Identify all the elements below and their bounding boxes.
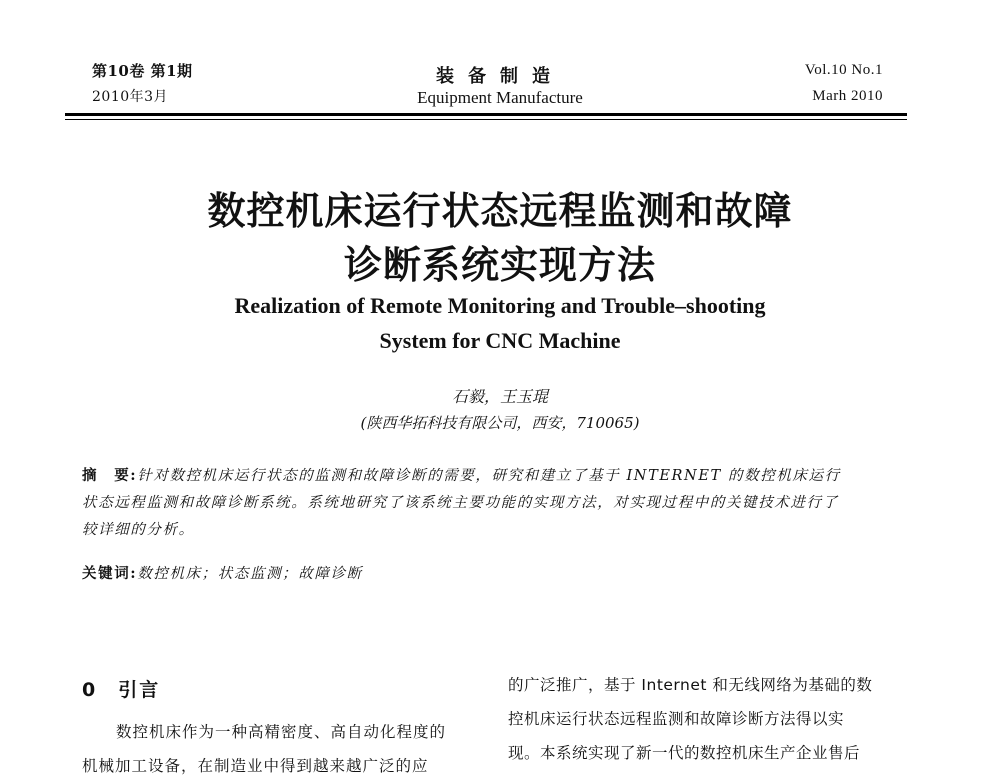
header-rule-thin <box>65 119 907 120</box>
title-cn-line2: 诊断系统实现方法 <box>343 243 656 287</box>
authors: 石毅，王玉琨 <box>451 387 548 406</box>
body-right-column <box>508 668 903 770</box>
journal-volume-cn: 第10卷 第1期 <box>92 62 193 80</box>
journal-date-cn: 2010年3月 <box>92 89 169 105</box>
journal-name-en: Equipment Manufacture <box>417 88 583 107</box>
abstract-line-3: 较详细的分析。 <box>82 522 195 538</box>
header-rule-thick <box>65 113 907 116</box>
body-left-line-2: 机械加工设备，在制造业中得到越来越广泛的应 <box>82 757 429 775</box>
keywords-text: 数控机床；状态监测；故障诊断 <box>137 566 363 582</box>
abstract-line-1: 摘 要:针对数控机床运行状态的监测和故障诊断的需要，研究和建立了基于 INTERNET 的数控机床运行 <box>82 467 841 484</box>
abstract-line-2: 状态远程监测和故障诊断系统。系统地研究了该系统主要功能的实现方法，对实现过程中的关键技术进行了 <box>82 495 839 511</box>
journal-date-en: Marh 2010 <box>812 88 883 104</box>
body-right-line-1: 的广泛推广，基于 Internet 和无线网络为基础的数 <box>508 676 873 694</box>
abstract-label: 摘 要: <box>82 467 138 484</box>
title-en-line2: System for CNC Machine <box>379 328 621 353</box>
body-right-line-3: 现。本系统实现了新一代的数控机床生产企业售后 <box>508 744 861 762</box>
keywords-label: 关键词: <box>82 565 138 582</box>
affiliation: (陕西华拓科技有限公司，西安，710065) <box>360 414 640 432</box>
title-cn-line1: 数控机床运行状态远程监测和故障 <box>207 189 793 233</box>
title-en-line1: Realization of Remote Monitoring and Trouble–shooting <box>234 293 766 318</box>
section-heading: 0 引言 <box>82 679 161 701</box>
journal-volume-en: Vol.10 No.1 <box>804 62 883 78</box>
body-left-line-1: 数控机床作为一种高精密度、高自动化程度的 <box>116 723 447 741</box>
journal-name-cn: 装备制造 <box>436 66 564 87</box>
abstract <box>82 462 902 544</box>
body-right-line-2: 控机床运行状态远程监测和故障诊断方法得以实 <box>508 710 845 728</box>
keywords <box>82 562 363 583</box>
body-left-column <box>82 715 477 783</box>
